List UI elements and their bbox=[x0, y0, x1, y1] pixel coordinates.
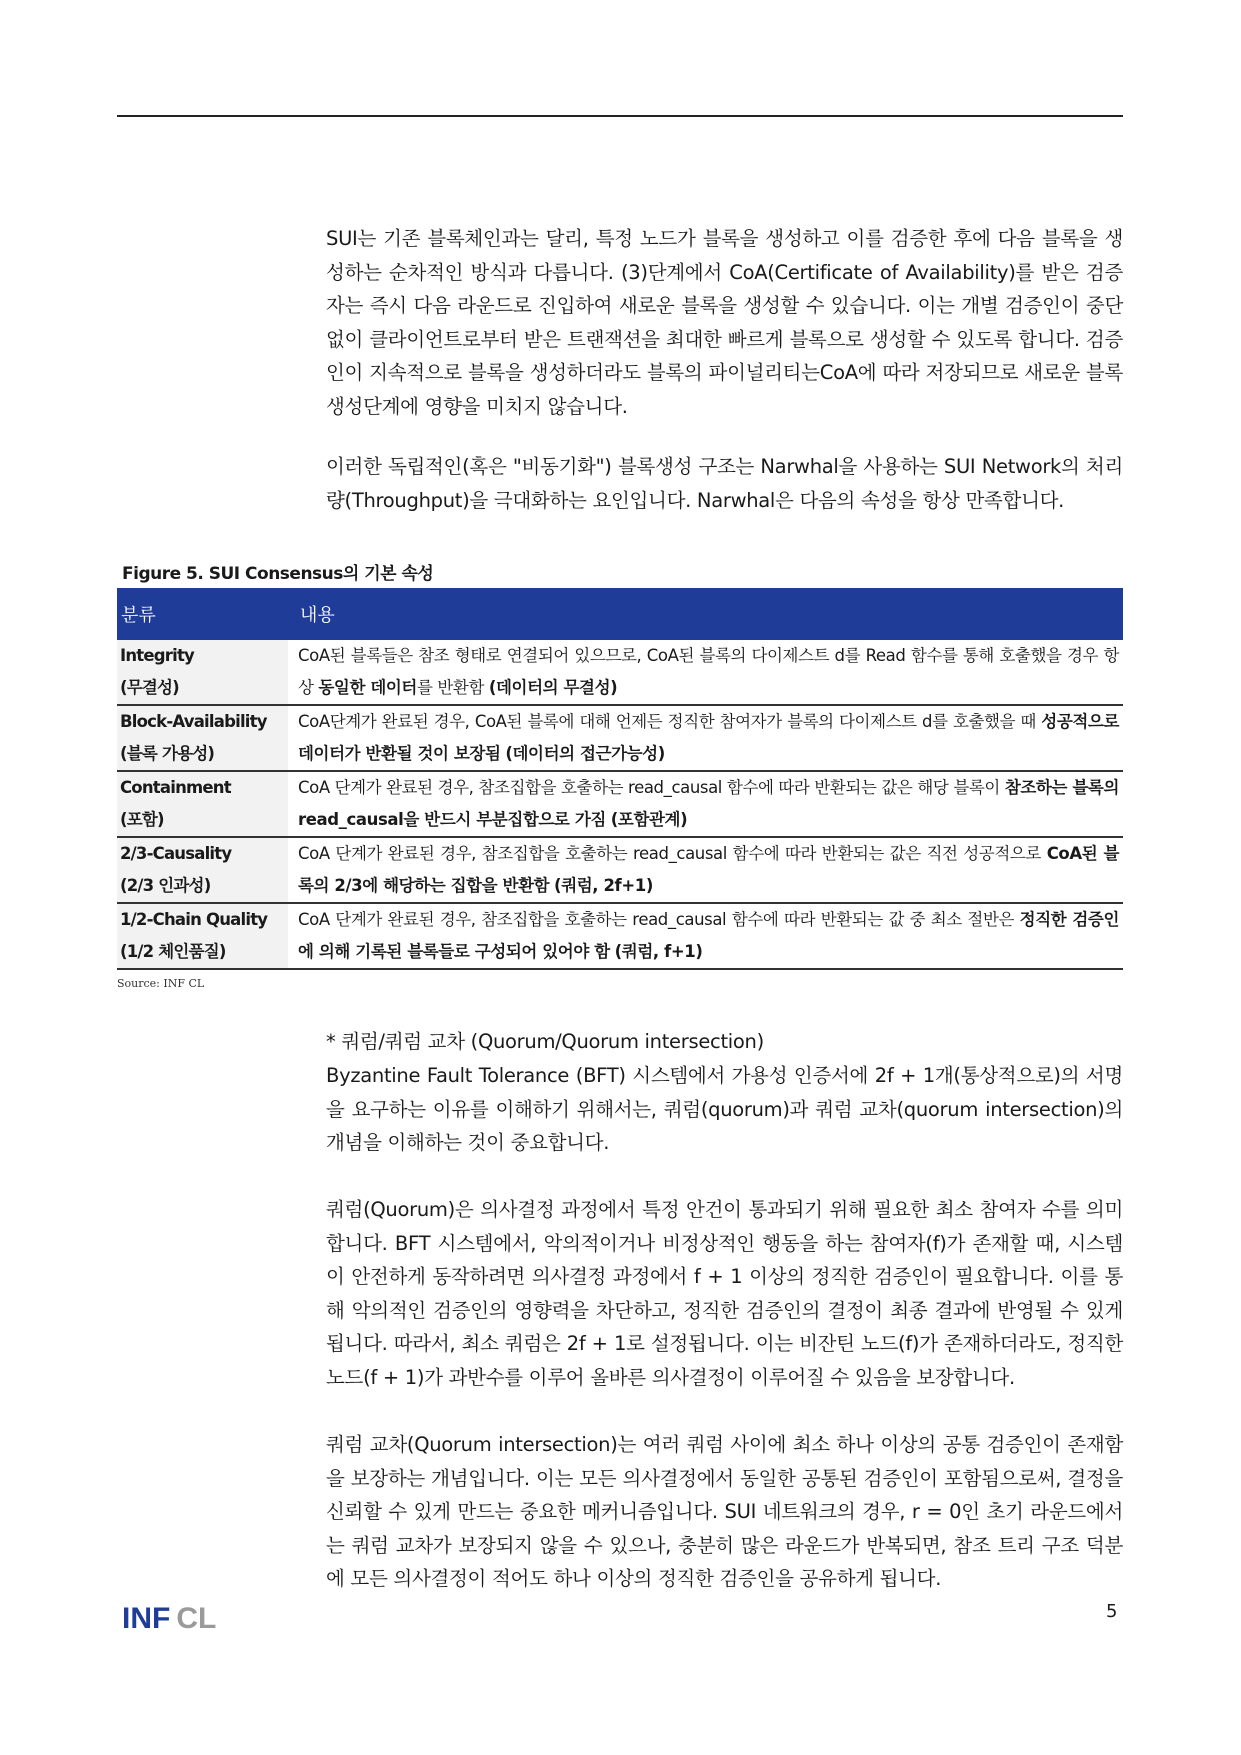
paragraph-quorum-intro: Byzantine Fault Tolerance (BFT) 시스템에서 가용성 인증서에 2f + 1개(통상적으로)의 서명을 요구하는 이유를 이해하기 위해서는, 쿼럼(quorum)과 쿼럼 교차(quorum intersection)의 개념을 이해하는 것이 중요합니다. bbox=[326, 1064, 1123, 1154]
property-subname: (포함) bbox=[120, 810, 164, 829]
content-text-2: 를 반환함 bbox=[416, 678, 489, 697]
table-row bbox=[117, 771, 1123, 837]
consensus-properties-table bbox=[117, 588, 1123, 970]
content-emphasis: CoA된 블록의 2/3에 해당하는 집합을 반환함 bbox=[298, 844, 1119, 895]
content-text: CoA 단계가 완료된 경우, 참조집합을 호출하는 read_causal 함수에 따라 반환되는 값은 해당 블록이 bbox=[298, 778, 1005, 797]
header-category: 분류 bbox=[117, 588, 288, 640]
header-content: 내용 bbox=[288, 588, 1123, 640]
content-text: CoA 단계가 완료된 경우, 참조집합을 호출하는 read_causal 함수에 따라 반환되는 값 중 최소 절반은 bbox=[298, 910, 1020, 929]
property-subname: (무결성) bbox=[120, 678, 179, 697]
content-note: (쿼럼, f+1) bbox=[614, 942, 703, 961]
content-text: CoA단계가 완료된 경우, CoA된 블록에 대해 언제든 정직한 참여자가 블록의 다이제스트 d를 호출했을 때 bbox=[298, 712, 1042, 731]
quorum-heading: * 쿼럼/쿼럼 교차 (Quorum/Quorum intersection) bbox=[326, 1030, 764, 1053]
row-category bbox=[117, 771, 288, 837]
figure-source: Source: INF CL bbox=[117, 977, 205, 990]
property-name: Integrity bbox=[120, 646, 195, 665]
content-note: (쿼럼, 2f+1) bbox=[554, 876, 653, 895]
content-note: (데이터의 접근가능성) bbox=[505, 744, 665, 763]
row-category bbox=[117, 837, 288, 903]
paragraph-quorum-intersection: 쿼럼 교차(Quorum intersection)는 여러 쿼럼 사이에 최소 하나 이상의 공통 검증인이 존재함을 보장하는 개념입니다. 이는 모든 의사결정에서 동일한 공통된 검증인이 포함됨으로써, 결정을 신뢰할 수 있게 만드는 중요한 메커니즘입니다. SUI 네트워크의 경우, r = 0인 초기 라운드에서는 쿼럼 교차가 보장되지 않을 수 있으나, 충분히 많은 라운드가 반복되면, 참조 트리 구조 덕분에 모든 의사결정이 적어도 하나 이상의 정직한 검증인을 공유하게 됩니다. bbox=[326, 1433, 1123, 1590]
figure-title: Figure 5. SUI Consensus의 기본 속성 bbox=[122, 564, 434, 584]
page-number: 5 bbox=[1106, 1601, 1118, 1622]
infcl-logo bbox=[122, 1602, 216, 1636]
content-note: (포함관계) bbox=[610, 810, 688, 829]
property-name: 2/3-Causality bbox=[120, 844, 232, 863]
content-text: CoA 단계가 완료된 경우, 참조집합을 호출하는 read_causal 함수에 따라 반환되는 값은 직전 성공적으로 bbox=[298, 844, 1047, 863]
table-row bbox=[117, 903, 1123, 969]
paragraph-narwhal-throughput: 이러한 독립적인(혹은 "비동기화") 블록생성 구조는 Narwhal을 사용하는 SUI Network의 처리량(Throughput)을 극대화하는 요인입니다. Narwhal은 다음의 속성을 항상 만족합니다. bbox=[326, 455, 1123, 512]
property-subname: (2/3 인과성) bbox=[120, 876, 211, 895]
paragraph-sui-block-generation: SUI는 기존 블록체인과는 달리, 특정 노드가 블록을 생성하고 이를 검증한 후에 다음 블록을 생성하는 순차적인 방식과 다릅니다. (3)단계에서 CoA(Certificate of Availability)를 받은 검증자는 즉시 다음 라운드로 진입하여 새로운 블록을 생성할 수 있습니다. 이는 개별 검증인이 중단없이 클라이언트로부터 받은 트랜잭션을 최대한 빠르게 블록으로 생성할 수 있도록 합니다. 검증인이 지속적으로 블록을 생성하더라도 블록의 파이널리티는CoA에 따라 저장되므로 새로운 블록 생성단계에 영향을 미치지 않습니다. bbox=[326, 227, 1123, 418]
property-name: 1/2-Chain Quality bbox=[120, 910, 268, 929]
row-content bbox=[288, 640, 1123, 705]
row-category bbox=[117, 705, 288, 771]
paragraph-quorum-definition: 쿼럼(Quorum)은 의사결정 과정에서 특정 안건이 통과되기 위해 필요한 최소 참여자 수를 의미합니다. BFT 시스템에서, 악의적이거나 비정상적인 행동을 하는 참여자(f)가 존재할 때, 시스템이 안전하게 동작하려면 의사결정 과정에서 f + 1 이상의 정직한 검증인이 필요합니다. 이를 통해 악의적인 검증인의 영향력을 차단하고, 정직한 검증인의 결정이 최종 결과에 반영될 수 있게 됩니다. 따라서, 최소 쿼럼은 2f + 1로 설정됩니다. 이는 비잔틴 노드(f)가 존재하더라도, 정직한 노드(f + 1)가 과반수를 이루어 올바른 의사결정이 이루어질 수 있음을 보장합니다. bbox=[326, 1198, 1123, 1389]
property-name: Containment bbox=[120, 778, 231, 797]
table-row bbox=[117, 837, 1123, 903]
property-name: Block-Availability bbox=[120, 712, 267, 731]
logo-text-inf: INF bbox=[122, 1602, 171, 1635]
content-note: (데이터의 무결성) bbox=[488, 678, 618, 697]
content-emphasis: 정직한 검증인에 의해 기록된 블록들로 구성되어 있어야 함 bbox=[298, 910, 1119, 961]
table-row bbox=[117, 705, 1123, 771]
table-header-row bbox=[117, 588, 1123, 640]
content-emphasis: 참조하는 블록의 read_causal을 반드시 부분집합으로 가짐 bbox=[298, 778, 1119, 829]
content-text: CoA된 블록들은 참조 형태로 연결되어 있으므로, CoA된 블록의 다이제스트 d를 Read 함수를 통해 호출했을 경우 항상 bbox=[298, 646, 1119, 697]
row-content bbox=[288, 705, 1123, 771]
row-category bbox=[117, 640, 288, 705]
content-emphasis: 동일한 데이터 bbox=[318, 678, 417, 697]
logo-text-cl: CL bbox=[176, 1602, 217, 1635]
content-emphasis: 성공적으로 데이터가 반환될 것이 보장됨 bbox=[298, 712, 1119, 763]
property-subname: (블록 가용성) bbox=[120, 744, 215, 763]
row-content bbox=[288, 903, 1123, 969]
row-content bbox=[288, 771, 1123, 837]
header-rule bbox=[117, 115, 1123, 117]
row-category bbox=[117, 903, 288, 969]
property-subname: (1/2 체인품질) bbox=[120, 942, 226, 961]
row-content bbox=[288, 837, 1123, 903]
table-row bbox=[117, 640, 1123, 705]
